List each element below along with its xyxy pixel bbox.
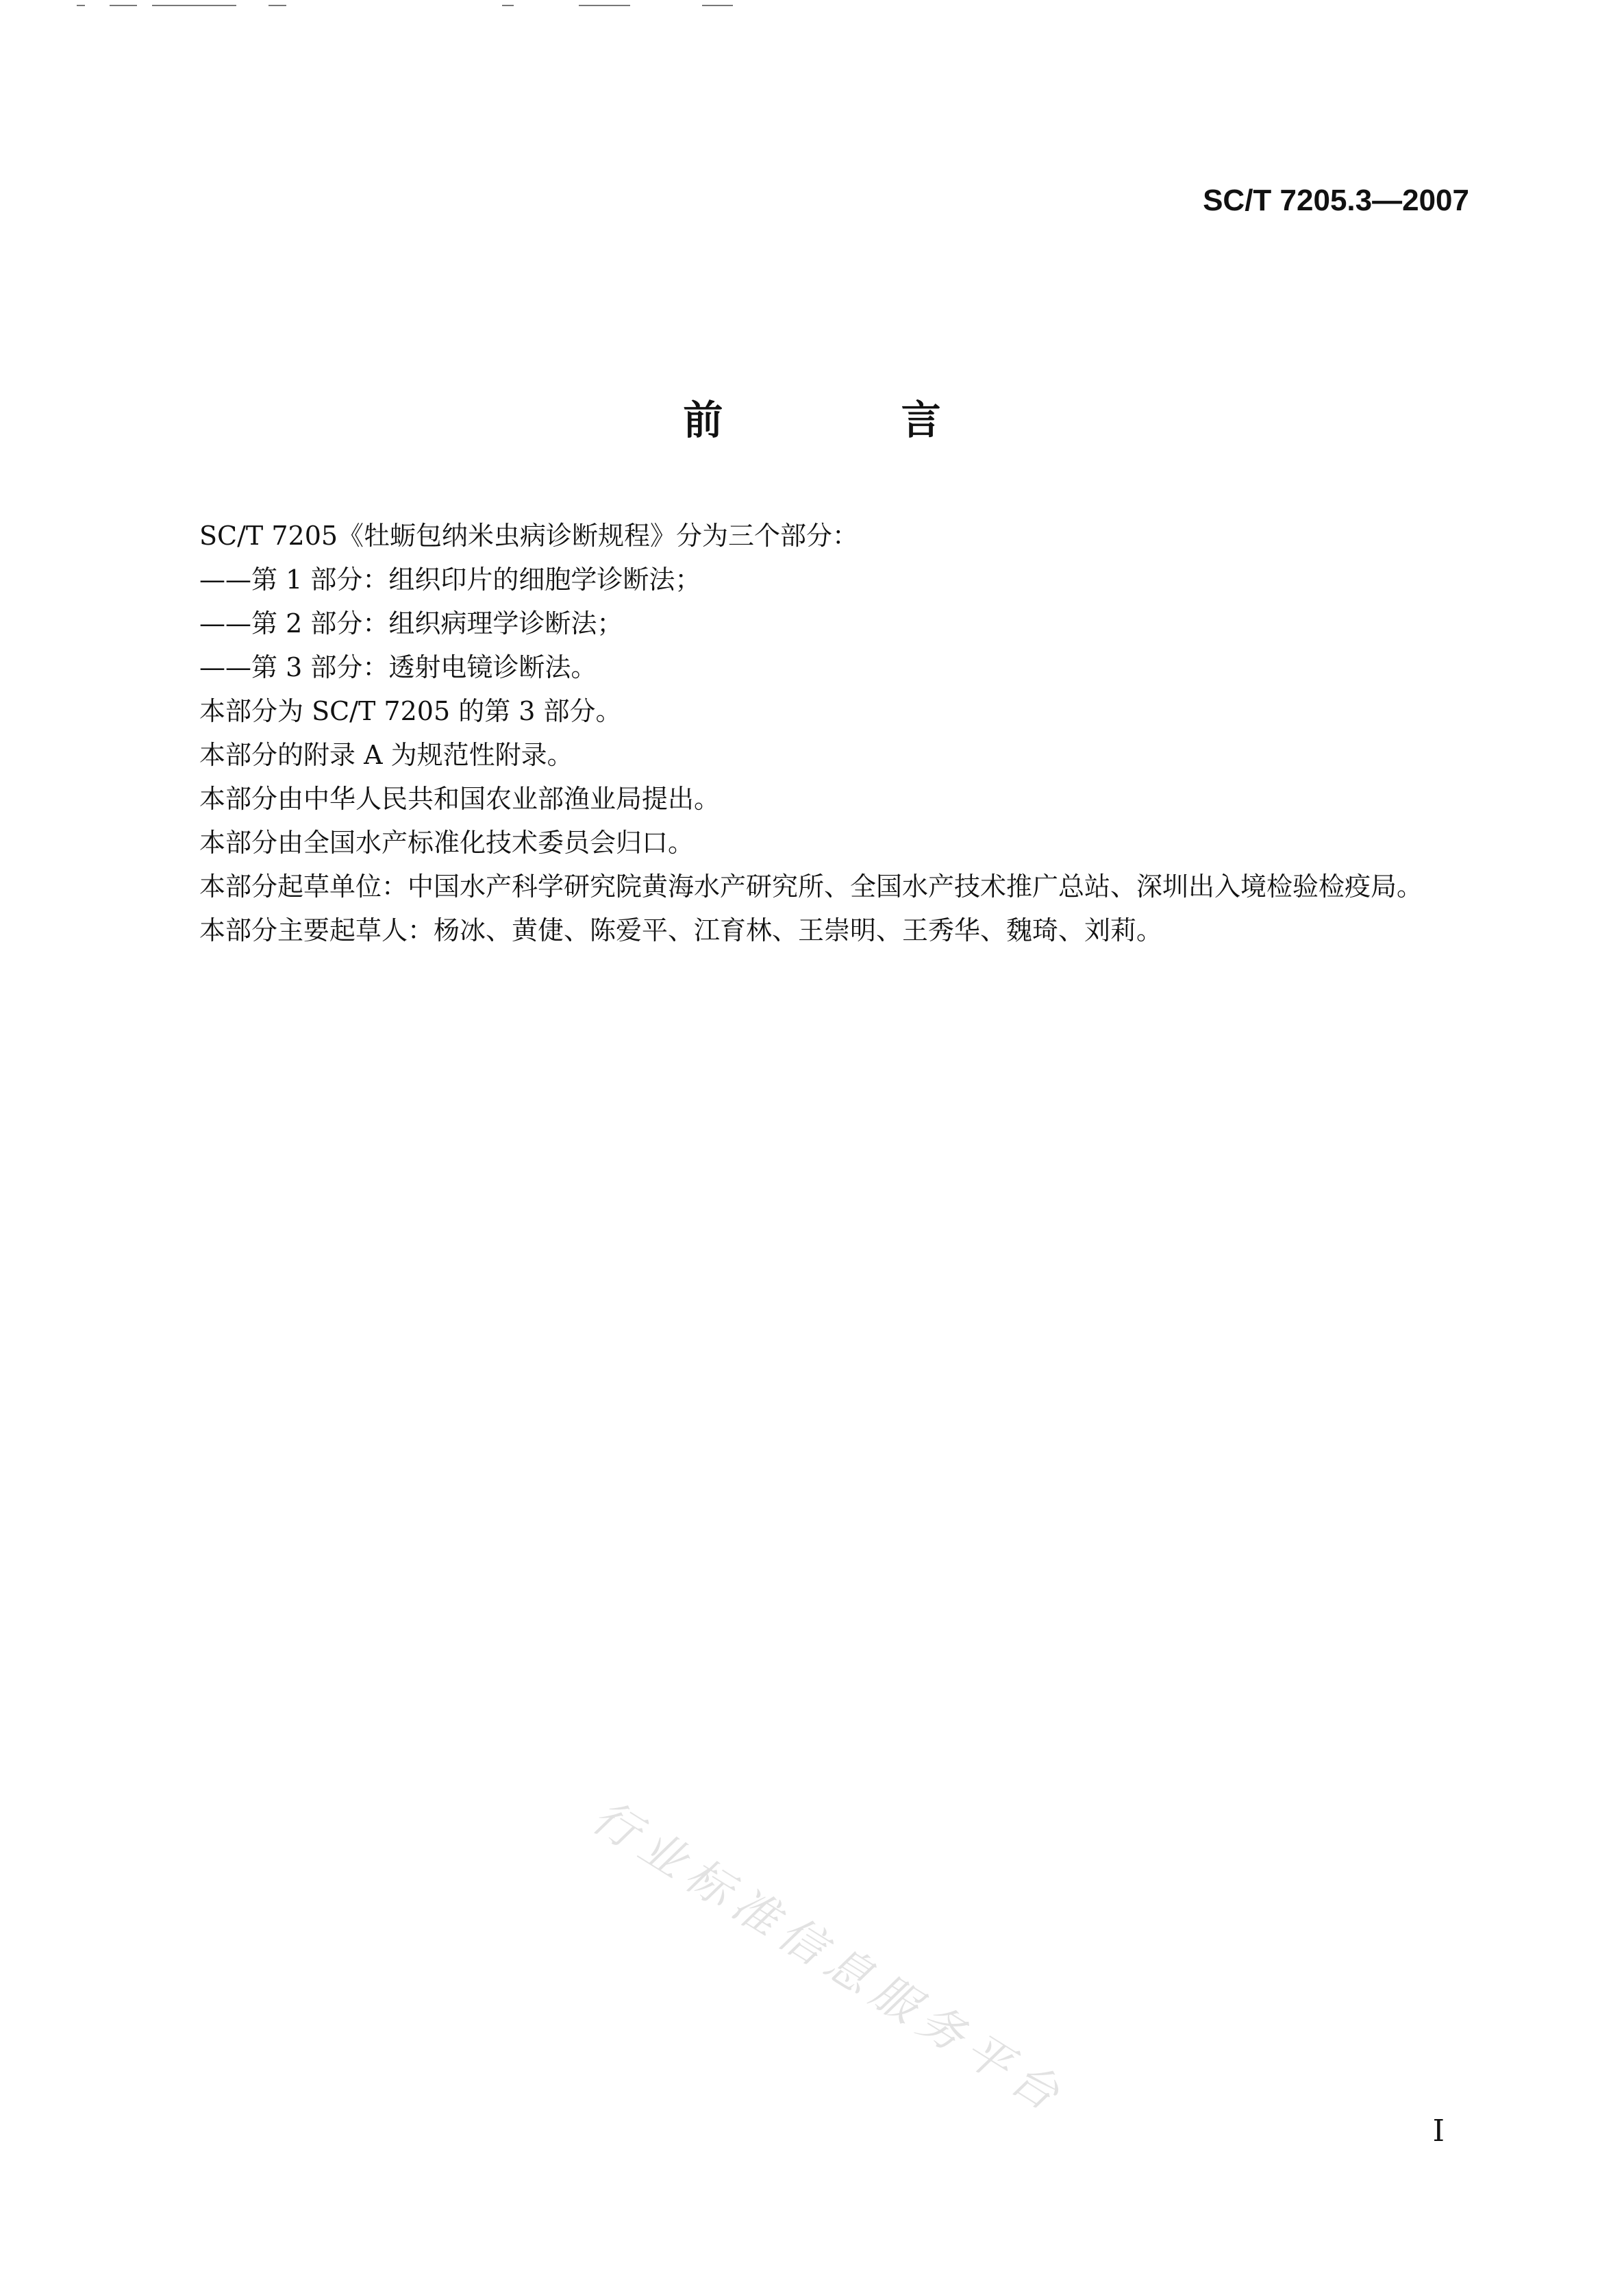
foreword-body [199,514,1480,952]
paragraph: 本部分起草单位：中国水产科学研究院黄海水产研究所、全国水产技术推广总站、深圳出入境检验检疫局。 [199,871,1423,902]
paragraph: 本部分由全国水产标准化技术委员会归口。 [199,828,695,858]
paragraph: 本部分主要起草人：杨冰、黄倢、陈爱平、江育林、王崇明、王秀华、魏琦、刘莉。 [199,915,1163,945]
paragraph: ——第 1 部分：组织印片的细胞学诊断法； [199,565,701,595]
scan-marks [0,0,753,10]
watermark: 行业标准信息服务平台 [583,1790,1076,2125]
page-number: I [1432,2114,1445,2149]
paragraph: 本部分由中华人民共和国农业部渔业局提出。 [199,784,721,814]
paragraph: SC/T 7205《牡蛎包纳米虫病诊断规程》分为三个部分： [199,521,859,551]
page-title: 前 言 [683,397,1023,443]
paragraph: 本部分的附录 A 为规范性附录。 [199,740,573,770]
paragraph: ——第 2 部分：组织病理学诊断法； [199,608,623,639]
standard-number: SC/T 7205.3—2007 [1203,184,1469,217]
paragraph: 本部分为 SC/T 7205 的第 3 部分。 [199,696,622,726]
paragraph: ——第 3 部分：透射电镜诊断法。 [199,652,597,682]
